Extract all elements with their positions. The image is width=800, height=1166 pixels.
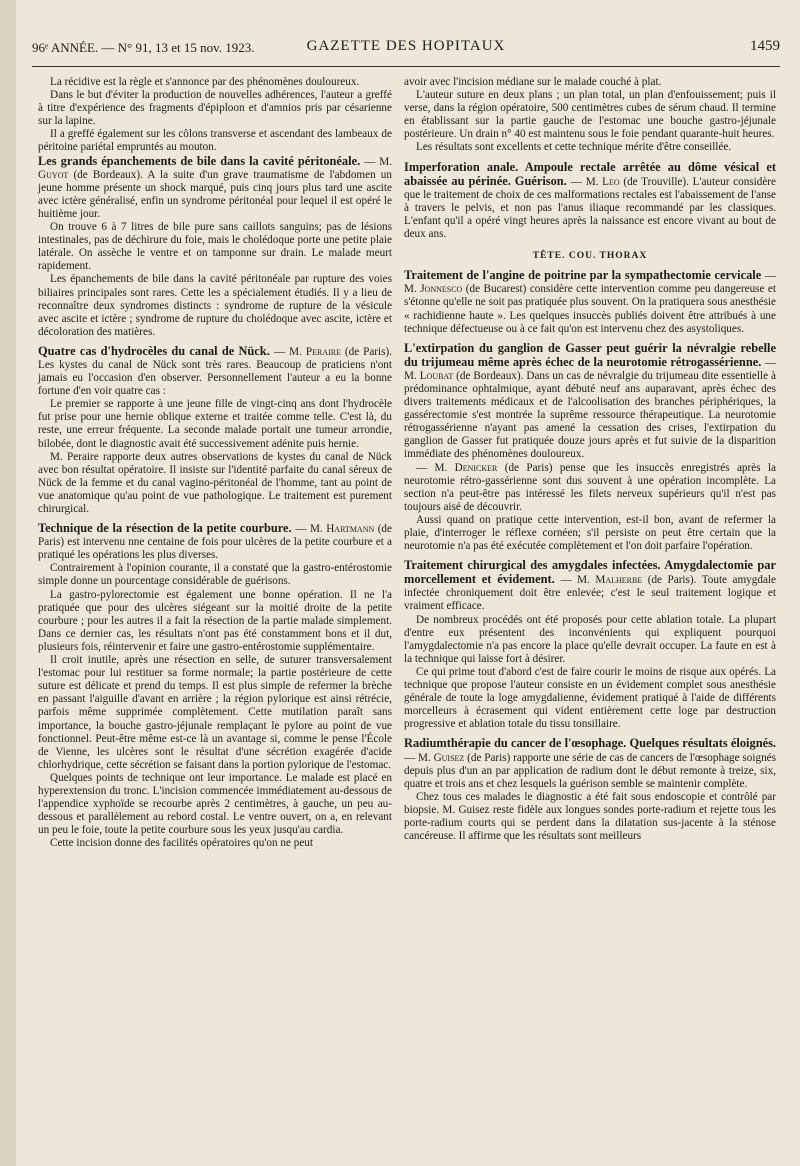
- article-title-text: Imperforation anale. Ampoule rectale arrêtée au dôme vésical et abaissée au périnée. Guérison.: [404, 159, 776, 188]
- author-name: Malherbe: [595, 574, 643, 587]
- paragraph: Quelques points de technique ont leur importance. Le malade est placé en hyperextension du tronc. L'incision commencée immédiatement au-dessous de l'appendice xyphoïde se recourbe après 2 centimètres, à gauche, un peu au-dessous et parallèlement au rebord costal. Le ventre ouvert, on a, en relevant un peu le foie, toute la petite courbure sous les yeux jusqu'au cardia.: [38, 771, 392, 837]
- article-lead: — M. Guyot (de Bordeaux). A la suite d'un grave traumatisme de l'abdomen un jeune homme présente un shock marqué, puis cinq jours plus tard une ascite avec ictère généralisé, enfin un syndrome péritonéal pour lequel il est opéré le huitième jour.: [38, 155, 392, 220]
- article-lead-text: (de Bucarest) considère cette intervention comme peu dangereuse et s'étonne qu'elle ne soit pas pratiquée plus souvent. On la pratiquera sous anesthésie « rachidienne haute ». Les quelques insuccès publiés doivent être attribués à une technique défectueuse ou à ce fait qu'on est intervenu chez des asystoliques.: [404, 283, 776, 335]
- article-title: [404, 268, 765, 282]
- article-lead: — M. Malherbe (de Paris). Toute amygdale infectée chroniquement doit être enlevée; c'est le seul traitement logique et vraiment efficace.: [404, 574, 776, 613]
- paragraph: L'auteur suture en deux plans ; un plan total, un plan d'enfouissement; puis il verse, dans la région opératoire, 500 centimètres cubes de sérum chaud. Il termine en établissant sur la partie gauche de l'estomac une bouche gastro-jéjunale postérieure. Un drain n° 40 est maintenu sous le foie pendant quarante-huit heures.: [404, 89, 776, 141]
- article-title-text: L'extirpation du ganglion de Gasser peut guérir la névralgie rebelle du trijumeau même après échec de la neurotomie rétrogassérienne.: [404, 340, 776, 369]
- article-lead: — M. Jonnesco (de Bucarest) considère cette intervention comme peu dangereuse et s'étonne qu'elle ne soit pas pratiquée plus souvent. On la pratiquera sous anesthésie « rachidienne haute ». Les quelques insuccès publiés doivent être attribués à une technique défectueuse ou à ce fait qu'on est intervenu chez des asystoliques.: [404, 270, 776, 335]
- paragraph: Aussi quand on pratique cette intervention, est-il bon, avant de refermer la plaie, d'interroger le réflexe cornéen; s'il persiste on peut être certain que la neurotomie n'a pas été exécutée complètement et l'on doit parfaire l'opération.: [404, 513, 776, 553]
- paragraph: Il a greffé également sur les côlons transverse et ascendant des lambeaux de péritoine pariétal empruntés au mouton.: [38, 128, 392, 154]
- paragraph: La récidive est la règle et s'annonce par des phénomènes douloureux.: [50, 76, 360, 88]
- page-number: 1459: [750, 38, 780, 54]
- author-name: Guyot: [38, 168, 69, 181]
- article-title: [38, 344, 274, 358]
- article-lead-text: (de Paris) rapporte une série de cas de cancers de l'œsophage soignés depuis plus d'un an par application de radium dont le début remonte à treize, six, quatre et trois ans et chez lesquels la guérison semble se maintenir complète.: [404, 751, 776, 790]
- author-name: Hartmann: [326, 523, 375, 536]
- paragraph: Les épanchements de bile dans la cavité péritonéale par rupture des voies biliaires principales sont rares. Cette les a spécialement étudiés. Il y a lieu de reconnaître deux syndromes distincts : syndrome de rupture de la vésicule avec ascite et ictère ; syndrome de rupture du cholédoque avec ascite, ictère et décoloration des matières.: [38, 273, 392, 338]
- article-title-text: Quatre cas d'hydrocèles du canal de Nück.: [38, 343, 270, 358]
- author-name: Loubat: [419, 369, 454, 382]
- article-lead-text: (de Paris). Toute amygdale infectée chroniquement doit être enlevée; c'est le seul traitement logique et vraiment efficace.: [404, 574, 776, 613]
- paragraph: Ce qui prime tout d'abord c'est de faire courir le moins de risque aux opérés. La technique que propose l'auteur consiste en un évidement complet sous anesthésie générale de toute la loge amygdalienne, évidement pratiqué à l'aide de différents morcelleurs à écrasement qui vident entièrement cette loge par destruction progressive et ablation totale du tissu tonsillaire.: [404, 665, 776, 731]
- article-lead-text: (de Paris). Les kystes du canal de Nück sont très rares. Beaucoup de praticiens n'ont jamais eu l'occasion d'en observer. Personnellement l'auteur a eu la bonne fortune d'en voir quatre cas :: [38, 345, 392, 398]
- paragraph-text: (de Paris) pense que les insuccès enregistrés après la neurotomie rétro-gassérienne sont dus souvent à une opération incomplète. La section n'a peut-être pas intéressé les filets nerveux supérieurs qu'il n'est pas toujours aisé de découvrir.: [404, 461, 776, 513]
- paragraph: Le premier se rapporte à une jeune fille de vingt-cinq ans dont l'hydrocèle fut prise pour une hernie oblique externe et traitée comme telle. C'est là, du reste, une erreur fréquente. La seconde malade portait une tumeur arrondie, bilobée, dont le diagnostic avait été successivement adénite puis hernie.: [38, 398, 392, 450]
- article-lead: — M. Peraire (de Paris). Les kystes du canal de Nück sont très rares. Beaucoup de praticiens n'ont jamais eu l'occasion d'en observer. Personnellement l'auteur a eu la bonne fortune d'en voir quatre cas :: [38, 345, 392, 398]
- issue-line: 96ᵉ ANNÉE. — N° 91, 13 et 15 nov. 1923.: [32, 40, 255, 55]
- paragraph: Contrairement à l'opinion courante, il a constaté que la gastro-entérostomie simple donne un pourcentage considérable de guérisons.: [38, 562, 392, 588]
- author-name: Guisez: [433, 751, 465, 764]
- article-title-text: Radiumthérapie du cancer de l'œsophage. Quelques résultats éloignés.: [404, 736, 776, 751]
- article-lead-text: (de Paris) est intervenu nne centaine de fois pour ulcères de la petite courbure et a pratiqué les opérations les plus diverses.: [38, 523, 392, 562]
- article-lead: — M. Guisez (de Paris) rapporte une série de cas de cancers de l'œsophage soignés depuis plus d'un an par application de radium dont le début remonte à treize, six, quatre et trois ans et chez lesquels la guérison semble se maintenir complète.: [404, 751, 776, 790]
- article-title-text: Les grands épanchements de bile dans la cavité péritonéale.: [38, 153, 361, 168]
- paragraph: M. Peraire rapporte deux autres observations de kystes du canal de Nück avec bon résultat opératoire. Il insiste sur l'identité parfaite du canal séreux de Nück de la femme et du canal vagino-péritonéal de l'homme, tant au point de vue anatomique qu'au point de vue pathologique. Le traitement est purement chirurgical.: [38, 450, 392, 515]
- author-name: Denicker: [454, 461, 498, 474]
- paragraph: Dans le but d'éviter la production de nouvelles adhérences, l'auteur a greffé à titre d'expérience des fragments d'épiploon et d'amnios pris par césarienne sur la lapine.: [38, 89, 392, 128]
- article-lead-text: (de Bordeaux). Dans un cas de névralgie du trijumeau dite essentielle à prédominance ophtalmique, ayant débuté neuf ans auparavant, après échec des divers traitements médicaux et de l'alcoolisation des branches périphériques, la gassérectomie s'est montrée la suprême ressource thérapeutique. La neurotomie rétrogassérienne n'ayant pas amené la cessation des crises, l'extirpation du ganglion de Gasser fut pratiquée douze jours après et fut suivie de la disparition immédiate des phénomènes douloureux.: [404, 369, 776, 461]
- article-lead: — M. Leo (de Trouville). L'auteur considère que le traitement de choix de ces malformations rectales est l'abaissement de l'anse à travers le pelvis, et non pas l'anus iliaque recommandé par les classiques. L'enfant qu'il a opéré vingt heures après la naissance est encore vivant au bout de deux ans.: [404, 175, 776, 241]
- journal-title: GAZETTE DES HOPITAUX: [306, 38, 506, 54]
- article-lead: — M. Loubat (de Bordeaux). Dans un cas de névralgie du trijumeau dite essentielle à prédominance ophtalmique, ayant débuté neuf ans auparavant, après échec des divers traitements médicaux et de l'alcoolisation des branches périphériques, la gassérectomie s'est montrée la suprême ressource thérapeutique. La neurotomie rétrogassérienne n'ayant pas amené la cessation des crises, l'extirpation du ganglion de Gasser fut pratiquée douze jours après et fut suivie de la disparition immédiate des phénomènes douloureux.: [404, 356, 776, 461]
- paragraph: On trouve 6 à 7 litres de bile pure sans caillots sanguins; pas de lésions intestinales, pas de déchirure du foie, mais le cholédoque porte une petite plaie latérale. On assèche le ventre et on tamponne sur drain. Le malade meurt rapidement.: [38, 221, 392, 273]
- paragraph: — M. Denicker (de Paris) pense que les insuccès enregistrés après la neurotomie rétro-gassérienne sont dus souvent à une opération incomplète. La section n'a peut-être pas intéressé les filets nerveux supérieurs qu'il n'est pas toujours aisé de découvrir.: [404, 461, 776, 513]
- article-title-text: Traitement de l'angine de poitrine par la sympathectomie cervicale: [404, 268, 762, 283]
- paragraph: Les résultats sont excellents et cette technique mérite d'être conseillée.: [416, 141, 732, 154]
- author-name: Peraire: [305, 345, 341, 358]
- author-name: Jonnesco: [420, 283, 463, 296]
- right-column: [404, 76, 776, 843]
- paragraph: La gastro-pylorectomie est également une bonne opération. Il ne l'a pratiquée que pour des ulcères siégeant sur la moitié droite de la petite courbure ; pour les autres il a fait la résection de la partie malade simplement. Dans ce dernier cas, les résultats n'ont pas été constamment bons et il dut, plusieurs fois, réintervenir et faire une gastro-entérostomie supplémentaire.: [38, 588, 392, 653]
- article-title: [404, 736, 776, 750]
- header-rule: [32, 66, 780, 67]
- article-title-text: Traitement chirurgical des amygdales infectées. Amygdalectomie par morcellement et évidement.: [404, 558, 776, 587]
- paragraph: Il croit inutile, après une résection en selle, de suturer transversalement l'estomac pour lui restituer sa forme normale; la partie postérieure de cette suture est délicate et prend du temps. Il est plus simple de refermer la brèche en passant l'aiguille d'avant en arrière ; la région pylorique est ainsi rétrécie, parfois même supprimée complètement. Cette mutilation paraît sans importance, la bouche gastro-jéjunale remplaçant le pylore au point de vue fonctionnel. Peut-être même est-ce là un avantage si, comme le pense l'École de Vienne, les ulcères sont le résultat d'une sécrétion exagérée d'acide chlorhydrique, cette sécrétion se faisant dans la portion pylorique de l'estomac.: [38, 654, 392, 771]
- left-column: [38, 76, 392, 850]
- author-name: Leo: [602, 175, 620, 188]
- page-header: [32, 36, 780, 60]
- article-title: [404, 341, 776, 369]
- article-lead-text: (de Trouville). L'auteur considère que le traitement de choix de ces malformations rectales est l'abaissement de l'anse à travers le pelvis, et non pas l'anus iliaque recommandé par les classiques. L'enfant qu'il a opéré vingt heures après la naissance est encore vivant au bout de deux ans.: [404, 175, 776, 241]
- paragraph: De nombreux procédés ont été proposés pour cette ablation totale. La plupart d'entre eux présentent des inconvénients qui expliquent pourquoi l'amygdalectomie n'a pas encore la place qu'elle devrait occuper. La faute en est à la technique qui laisse fort à désirer.: [404, 613, 776, 665]
- section-heading: TÊTE. COU. THORAX: [532, 251, 648, 262]
- article-title: [38, 521, 295, 535]
- paragraph: avoir avec l'incision médiane sur le malade couché à plat.: [404, 76, 662, 88]
- article-title-text: Technique de la résection de la petite courbure.: [38, 521, 292, 536]
- article-title: [38, 154, 364, 168]
- paragraph: Cette incision donne des facilités opératoires qu'on ne peut: [50, 837, 313, 850]
- article-lead-text: (de Bordeaux). A la suite d'un grave traumatisme de l'abdomen un jeune homme présente un shock marqué, puis cinq jours plus tard une ascite avec ictère généralisé, enfin un syndrome péritonéal pour lequel il est opéré le huitième jour.: [38, 168, 392, 220]
- article-lead: — M. Hartmann (de Paris) est intervenu nne centaine de fois pour ulcères de la petite courbure et a pratiqué les opérations les plus diverses.: [38, 523, 392, 562]
- paragraph: Chez tous ces malades le diagnostic a été fait sous endoscopie et contrôlé par biopsie. M. Guisez reste fidèle aux longues sondes porte-radium et rejette tous les porte-radium courts qui se perdent dans la dilatation sus-jacente à la sténose cancéreuse. Il affirme que les résultats sont meilleurs: [404, 790, 776, 843]
- binding-gutter: [0, 0, 16, 1166]
